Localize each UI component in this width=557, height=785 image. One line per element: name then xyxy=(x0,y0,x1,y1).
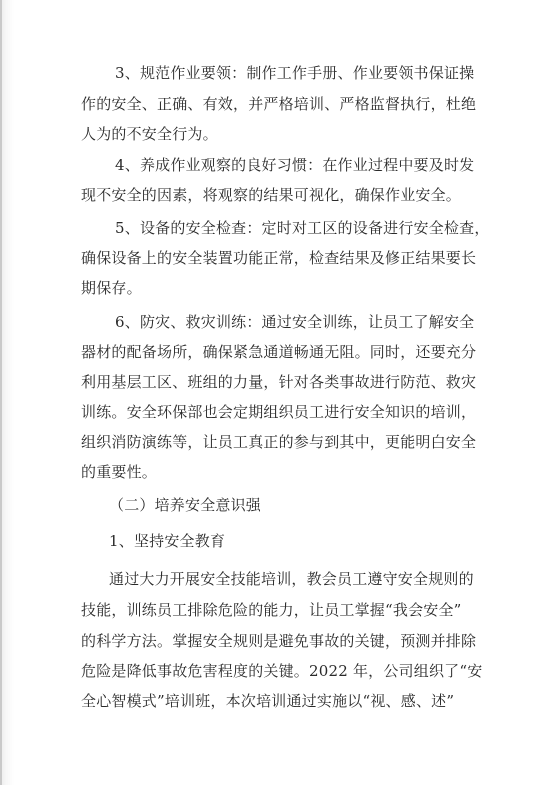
para-6-line-2: 器材的配备场所，确保紧急通道畅通无阻。同时，还要充分 xyxy=(81,343,477,361)
para-6-line-3: 利用基层工区、班组的力量，针对各类事故进行防范、救灾 xyxy=(81,373,477,391)
para-6-line-5: 组织消防演练等，让员工真正的参与到其中，更能明白安全 xyxy=(81,433,477,451)
para-7-line-4: 危险是降低事故危害程度的关键。2022 年，公司组织了“安 xyxy=(81,662,483,680)
para-3-line-3: 人为的不安全行为。 xyxy=(81,125,218,143)
para-4-line-1: 4、养成作业观察的良好习惯：在作业过程中要及时发 xyxy=(115,156,475,174)
para-5-line-3: 期保存。 xyxy=(81,279,142,297)
para-7-line-3: 的科学方法。掌握安全规则是避免事故的关键，预测并排除 xyxy=(81,632,477,650)
para-6-line-6: 的重要性。 xyxy=(81,463,158,481)
para-6-line-4: 训练。安全环保部也会定期组织员工进行安全知识的培训， xyxy=(81,403,477,421)
para-7-line-5: 全心智模式”培训班，本次培训通过实施以“视、感、述” xyxy=(81,692,455,710)
para-3-line-1: 3、规范作业要领：制作工作手册、作业要领书保证操 xyxy=(115,64,475,82)
para-5-line-1: 5、设备的安全检查：定时对工区的设备进行安全检查， xyxy=(115,219,490,237)
section-heading: （二）培养安全意识强 xyxy=(109,496,262,514)
para-6-line-1: 6、防灾、救灾训练：通过安全训练，让员工了解安全 xyxy=(115,313,475,331)
para-7-line-2: 技能，训练员工排除危险的能力，让员工掌握“我会安全” xyxy=(81,601,462,619)
page-edge-shadow xyxy=(0,0,2,785)
para-4-line-2: 现不安全的因素，将观察的结果可视化，确保作业安全。 xyxy=(81,186,462,204)
subsection-heading: 1、坚持安全教育 xyxy=(109,532,226,550)
para-3-line-2: 作的安全、正确、有效，并严格培训、严格监督执行，杜绝 xyxy=(81,95,477,113)
para-5-line-2: 确保设备上的安全装置功能正常，检查结果及修正结果要长 xyxy=(81,249,477,267)
para-7-line-1: 通过大力开展安全技能培训，教会员工遵守安全规则的 xyxy=(109,570,474,588)
